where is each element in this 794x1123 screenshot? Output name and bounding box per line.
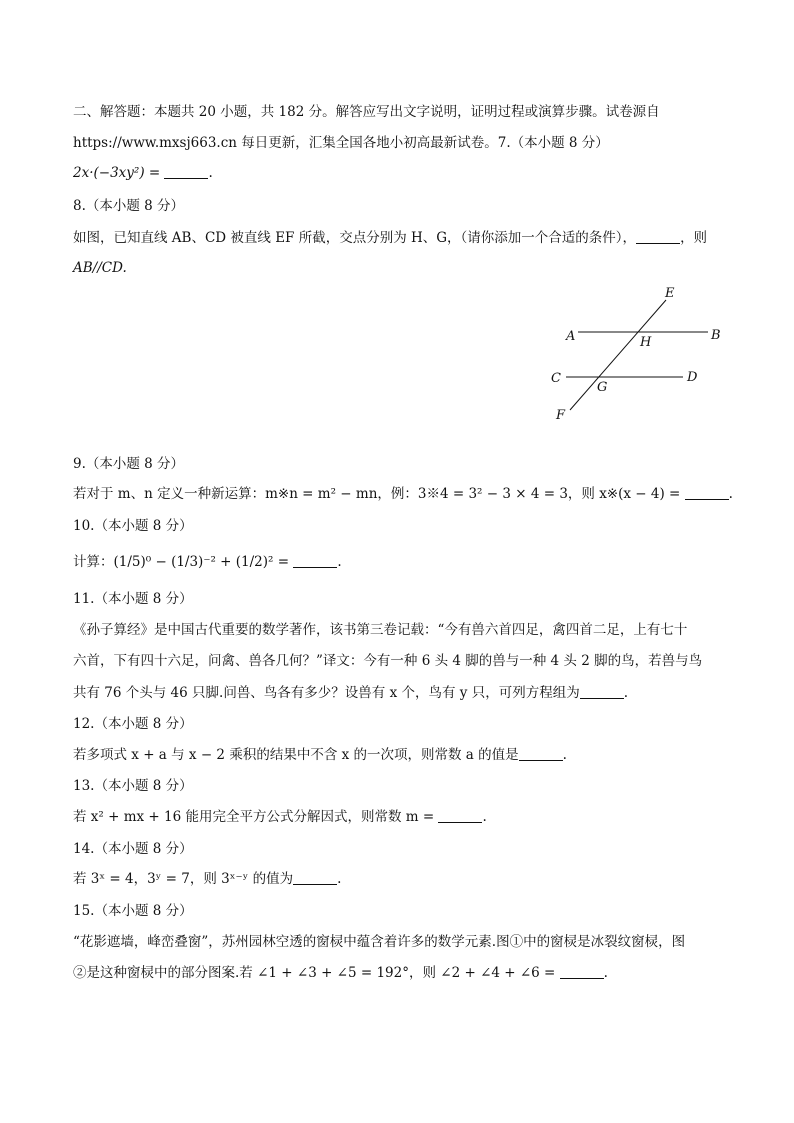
- q11-answer-blank[interactable]: [580, 684, 624, 699]
- q10-end: .: [337, 554, 342, 570]
- q8-text-line2: AB//CD.: [73, 260, 127, 276]
- line-ef: [570, 300, 666, 410]
- q13-answer-blank[interactable]: [438, 808, 482, 823]
- q12-answer-blank[interactable]: [519, 746, 563, 761]
- q15-line2-body: ②是这种窗棂中的部分图案.若 ∠1 + ∠3 + ∠5 = 192°，则 ∠2 + ∠4 + ∠6 =: [73, 965, 560, 981]
- q9-text: [73, 484, 744, 504]
- label-e: E: [665, 286, 675, 301]
- q10-heading: 10.（本小题 8 分）: [73, 518, 193, 534]
- q13-end: .: [482, 809, 487, 825]
- q11-heading: 11.（本小题 8 分）: [73, 591, 193, 607]
- q8-text1-end: ，则: [680, 230, 708, 246]
- q11-line3-body: 共有 76 个头与 46 只脚.问兽、鸟各有多少？设兽有 x 个，鸟有 y 只，可列方程组为: [73, 685, 580, 701]
- q14-heading: 14.（本小题 8 分）: [73, 841, 193, 857]
- q12-text: [73, 745, 744, 765]
- q11-end: .: [623, 685, 629, 701]
- q8-heading: 8.（本小题 8 分）: [73, 198, 185, 214]
- q13-text-body: 若 x² + mx + 16 能用完全平方公式分解因式，则常数 m =: [73, 809, 439, 825]
- q11-line2: 六首，下有四十六足，问禽、兽各几何？”译文：今有一种 6 头 4 脚的兽与一种 4 头 2 脚的鸟，若兽与鸟: [73, 653, 703, 669]
- q14-answer-blank[interactable]: [293, 870, 337, 885]
- q12-end: .: [562, 747, 567, 763]
- q15-end: .: [603, 965, 608, 981]
- q8-text-line1: [73, 228, 744, 248]
- q10-answer-blank[interactable]: [293, 553, 337, 568]
- q9-text-body: 若对于 m、n 定义一种新运算：m※n = m² − mn，例：3※4 = 3² − 3 × 4 = 3，则 x※(x − 4) =: [73, 486, 685, 502]
- label-g: G: [597, 380, 608, 395]
- q13-heading: 13.（本小题 8 分）: [73, 778, 193, 794]
- q11-line3: [73, 683, 744, 703]
- q9-answer-blank[interactable]: [685, 485, 729, 500]
- q8-answer-blank[interactable]: [636, 229, 680, 244]
- q10-text-body: 计算：(1/5)⁰ − (1/3)⁻² + (1/2)² =: [73, 554, 294, 570]
- q11-line1: 《孙子算经》是中国古代重要的数学著作，该书第三卷记载：“今有兽六首四足，禽四首二足，上有七十: [73, 622, 688, 638]
- q15-heading: 15.（本小题 8 分）: [73, 903, 193, 919]
- q12-text-body: 若多项式 x + a 与 x − 2 乘积的结果中不含 x 的一次项，则常数 a 的值是: [73, 747, 519, 763]
- label-c: C: [551, 371, 561, 386]
- label-b: B: [711, 328, 721, 343]
- q15-answer-blank[interactable]: [560, 964, 604, 979]
- label-h: H: [640, 335, 652, 350]
- q8-text1: 如图，已知直线 AB、CD 被直线 EF 所截，交点分别为 H、G，（请你添加一个合适的条件），: [73, 230, 637, 246]
- q12-heading: 12.（本小题 8 分）: [73, 716, 193, 732]
- q7-end: .: [208, 165, 213, 181]
- q14-text: [73, 869, 744, 889]
- q9-heading: 9.（本小题 8 分）: [73, 456, 185, 472]
- q7-expression: [73, 163, 744, 183]
- section-heading: 二、解答题：本题共 20 小题，共 182 分。解答应写出文字说明，证明过程或演算步骤。试卷源自: [73, 104, 660, 120]
- section-source-line: https://www.mxsj663.cn 每日更新，汇集全国各地小初高最新试卷。7.（本小题 8 分）: [73, 135, 609, 151]
- q15-line2: [73, 963, 744, 983]
- q9-end: .: [728, 486, 733, 502]
- q8-parallel-lines-figure: [548, 282, 728, 424]
- q7-answer-blank[interactable]: [164, 164, 208, 179]
- label-a: A: [566, 329, 576, 344]
- q15-line1: “花影遮墙，峰峦叠窗”，苏州园林空透的窗棂中蕴含着许多的数学元素.图①中的窗棂是冰裂纹窗棂，图: [73, 934, 686, 950]
- q14-text-body: 若 3ˣ = 4，3ʸ = 7，则 3ˣ⁻ʸ 的值为: [73, 871, 294, 887]
- label-f: F: [556, 408, 566, 423]
- label-d: D: [687, 370, 698, 385]
- q13-text: [73, 807, 744, 827]
- q7-expr: 2x·(−3xy²) =: [73, 165, 165, 181]
- q14-end: .: [337, 871, 342, 887]
- q10-text: [73, 552, 744, 572]
